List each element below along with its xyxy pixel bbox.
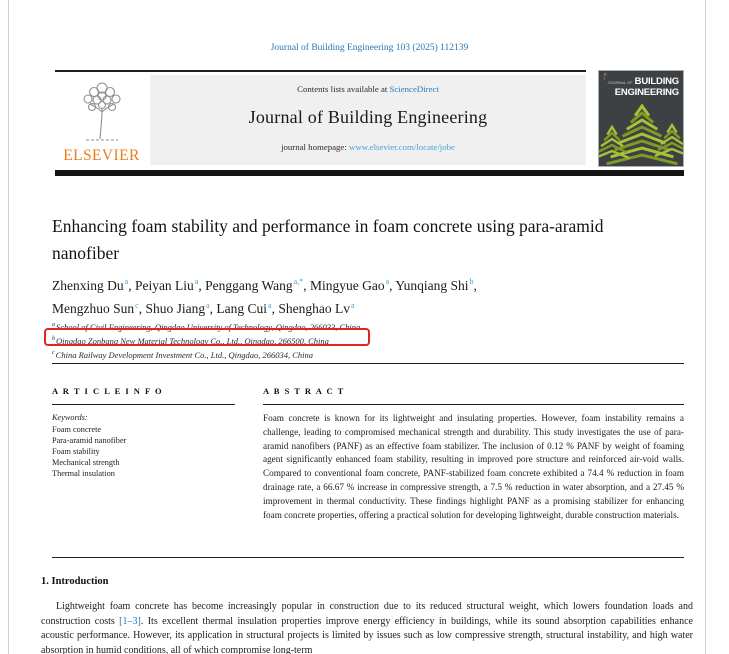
article-info-heading: A R T I C L E I N F O bbox=[52, 386, 164, 396]
info-section-bottom-rule bbox=[52, 557, 684, 558]
elsevier-logo bbox=[55, 75, 148, 166]
author: Mingyue Gao$^a$, bbox=[309, 277, 396, 293]
author: Penggang Wang$^{a,*}$, bbox=[205, 277, 310, 293]
author: Lang Cui$^a$, bbox=[216, 300, 279, 316]
red-highlight-annotation-box bbox=[44, 328, 370, 346]
journal-cover-thumbnail bbox=[598, 70, 684, 167]
header-thick-bar bbox=[55, 170, 684, 176]
journal-citation-line: Journal of Building Engineering 103 (2025) 112139 bbox=[270, 43, 469, 53]
keywords-list bbox=[52, 424, 126, 479]
cover-title-block bbox=[607, 77, 679, 97]
introduction-heading: 1. Introduction bbox=[41, 576, 109, 587]
author-list bbox=[52, 272, 662, 319]
article-title: Enhancing foam stability and performance in foam concrete using para-aramid nanofiber bbox=[52, 216, 604, 263]
author-affil-sup: a bbox=[268, 300, 272, 310]
elsevier-tree-icon bbox=[70, 75, 134, 147]
article-info-rule bbox=[52, 404, 235, 405]
cover-elsevier-mini-mark: ✳ ⌇ bbox=[603, 73, 608, 82]
header-top-rule bbox=[55, 70, 586, 72]
keyword-item: Foam concrete bbox=[52, 425, 102, 434]
author-affil-sup: a bbox=[350, 300, 355, 310]
keywords-label: Keywords: bbox=[52, 413, 88, 422]
author-affil-sup: a,* bbox=[293, 277, 304, 286]
journal-header-band bbox=[150, 75, 586, 165]
page-edge-right bbox=[705, 0, 706, 654]
homepage-prefix: journal homepage: bbox=[281, 142, 349, 152]
cover-engineering-label: ENGINEERING bbox=[614, 86, 679, 98]
journal-title: Journal of Building Engineering bbox=[248, 107, 488, 127]
homepage-url-link[interactable]: www.elsevier.com/locate/jobe bbox=[348, 142, 455, 152]
intro-text-start: Lightweight foam concrete has become increasingly popular in construction due to its reduced structural weight, which lowers foundation loads and construction costs bbox=[41, 601, 693, 627]
affiliation-a: $^a$School of Civil Engineering, Qingdao University of Technology, Qingdao, 266033, China bbox=[52, 321, 361, 332]
keyword-item: Thermal insulation bbox=[52, 469, 115, 478]
abstract-rule bbox=[263, 404, 684, 405]
affiliation-c: $^c$China Railway Development Investment Co., Ltd., Qingdao, 266034, China bbox=[52, 349, 314, 360]
author: Mengzhuo Sun$^c$, bbox=[52, 300, 146, 316]
affiliation-b: $^b$Qingdao Zonbang New Material Technology Co., Ltd., Qingdao, 266500, China bbox=[52, 335, 329, 346]
author-affil-sup: a bbox=[124, 277, 129, 286]
author-affil-sup: c bbox=[135, 300, 139, 310]
author-affil-sup: b bbox=[469, 277, 474, 286]
cover-tree-icon bbox=[599, 103, 684, 165]
author: Peiyan Liu$^a$, bbox=[134, 277, 206, 293]
sciencedirect-link[interactable]: ScienceDirect bbox=[389, 84, 439, 94]
contents-line bbox=[150, 84, 586, 94]
elsevier-wordmark: ELSEVIER bbox=[63, 147, 140, 164]
cover-building-label: BUILDING bbox=[634, 76, 679, 87]
homepage-line bbox=[150, 142, 586, 152]
author-affil-sup: a bbox=[194, 277, 199, 286]
introduction-paragraph bbox=[41, 600, 693, 654]
abstract-heading: A B S T R A C T bbox=[263, 386, 345, 396]
abstract-text: Foam concrete is known for its lightweight and insulating properties. However, foam instability remains a challenge, leading to compromised mechanical strength and durability. This study investigates the use of para-aramid nanofibers (PANF) as an effective foam stabilizer. The inclusion of 0.12 % PANF by weight of foaming agent significantly enhanced foam stability, resulting in improved pore structure and reinforced air-void walls. Compared to conventional foam concrete, PANF-stabilized foam concrete exhibited a 74.4 % reduction in foam drainage rate, a 66.67 % increase in compressive strength, a 7.5 % reduction in water absorption, and a 27.45 % improvement in thermal conductivity. These findings highlight PANF as a promising stabilizer for enhancing foam concrete properties, offering a practical solution for developing lightweight, durable construction materials. bbox=[263, 413, 684, 520]
cover-journal-of-label: JOURNAL OF bbox=[607, 80, 633, 85]
keyword-item: Para-aramid nanofiber bbox=[52, 436, 127, 445]
author: Yunqiang Shi$^b$, bbox=[395, 277, 477, 293]
author: Shenghao Lv$^a$ bbox=[278, 300, 355, 316]
contents-prefix: Contents lists available at bbox=[297, 84, 390, 94]
citation-ref-link[interactable]: [1–3] bbox=[119, 615, 141, 627]
author-affil-sup: a bbox=[206, 300, 210, 310]
author: Shuo Jiang$^a$, bbox=[145, 300, 217, 316]
keyword-item: Foam stability bbox=[52, 447, 100, 456]
keyword-item: Mechanical strength bbox=[52, 458, 120, 467]
page-edge-left bbox=[8, 0, 9, 654]
author: Zhenxing Du$^a$, bbox=[52, 277, 135, 293]
affiliation-bottom-rule bbox=[52, 363, 684, 364]
intro-text-end: . Its excellent thermal insulation properties improve energy efficiency in buildings, while its sound absorption capabilities enhance acoustic performance. However, its application in structural projects is limited by issues such as low compressive strength, structural instability, and high water absorption in humid conditions, all of which compromise long-term bbox=[41, 615, 693, 654]
author-affil-sup: a bbox=[385, 277, 390, 286]
